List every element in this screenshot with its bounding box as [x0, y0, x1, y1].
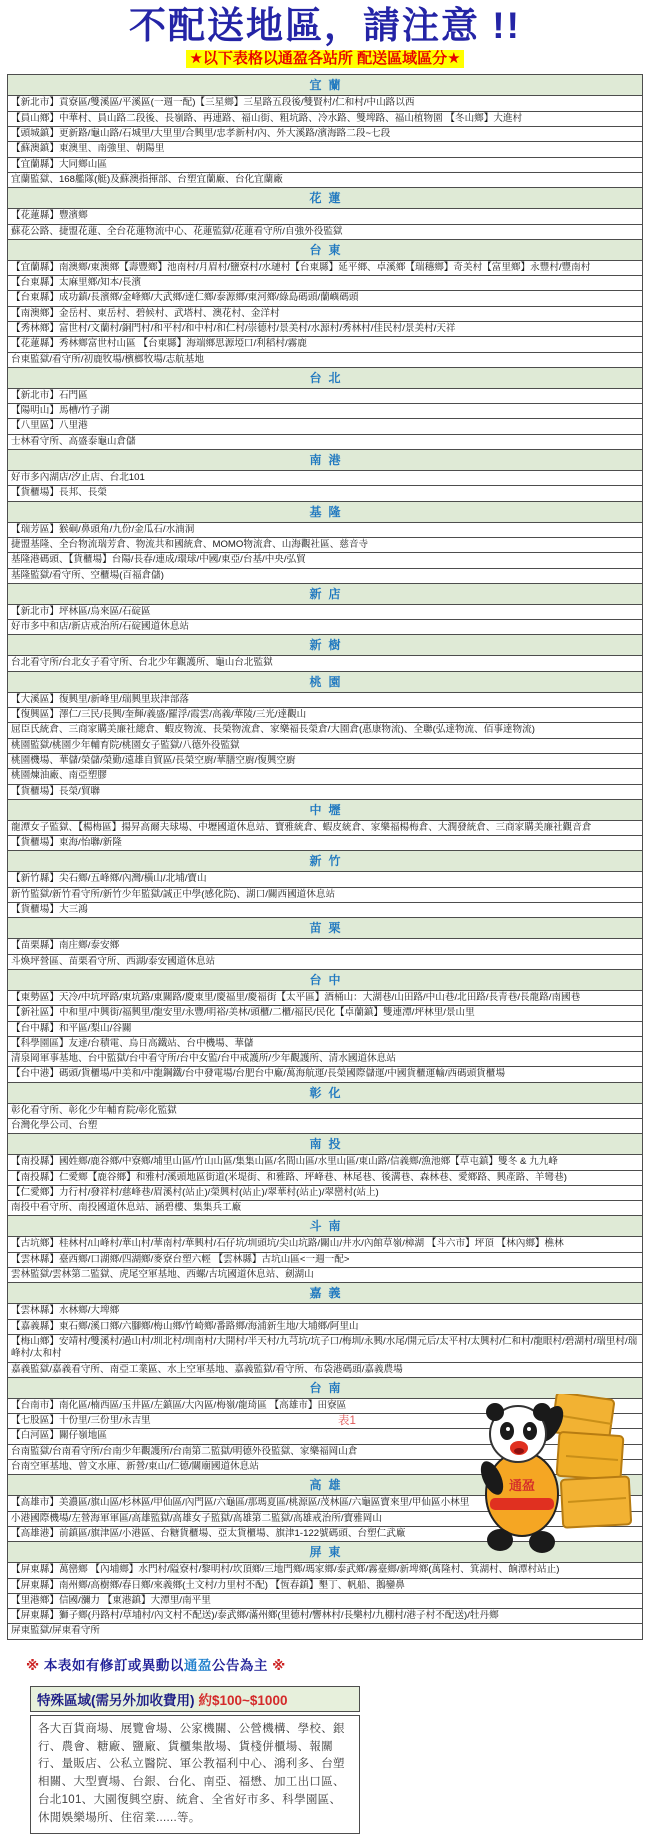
region-row: 【白河區】關仔嶺地區: [8, 1429, 642, 1444]
box-stack-icon: [551, 1394, 631, 1528]
panda-body-icon: [476, 1402, 568, 1553]
region-row: 【花蓮縣】秀林鄉富世村山區 【台東縣】海端鄉思源埡口/利稻村/霧鹿: [8, 337, 642, 352]
region-row: 【貨櫃場】長邦、長榮: [8, 486, 642, 501]
section-header: 苗栗: [8, 918, 642, 939]
region-row: 新竹監獄/新竹看守所/新竹少年監獄/誠正中學(感化院)、湖口/關西國道休息站: [8, 888, 642, 903]
region-row: 好市多內湖店/汐止店、台北101: [8, 471, 642, 486]
section-header: 宜蘭: [8, 75, 642, 96]
section-header: 屏東: [8, 1542, 642, 1563]
region-row: 【科學園區】友達/台積電、烏日高鐵站、台中機場、華儲: [8, 1037, 642, 1052]
region-row: 桃園監獄/桃園少年輔育院/桃園女子監獄/八德外役監獄: [8, 739, 642, 754]
region-row: 【東勢區】天冷/中坑坪路/東坑路/東關路/慶東里/慶福里/慶福街【太平區】酒桶山：大湖巷/山田路/中山巷/北田路/長青巷/長龍路/南國巷: [8, 991, 642, 1006]
region-row: 【台中港】碼頭/貨櫃場/中美和/中龍鋼鐵/台中發電場/台肥台中廠/萬海航運/長榮國際儲運/中國貨櫃運輸/西碼頭貨櫃場: [8, 1067, 642, 1082]
panda-mascot-icon: [466, 1394, 644, 1554]
region-row: 台灣化學公司、台塑: [8, 1119, 642, 1134]
section-header: 新樹: [8, 635, 642, 656]
region-row: 【新北市】貢寮區/雙溪區/平溪區(一週一配)【三星鄉】三星路五段後/雙賢村/仁和村/中山路以西: [8, 96, 642, 111]
section-header: 新竹: [8, 851, 642, 872]
region-row: 【新北市】坪林區/烏來區/石碇區: [8, 605, 642, 620]
region-row: 小港國際機場/左營海軍軍區/高雄監獄/高雄女子監獄/高雄第二監獄/高雄戒治所/寶雅岡山: [8, 1512, 642, 1527]
region-row: 【南投縣】仁愛鄉【鹿谷鄉】和雅村/溪頭地區街道(米堤街、和雅路、坪峰巷、林尾巷、後溝巷、森林巷、愛鄉路、興產路、羊彎巷): [8, 1171, 642, 1186]
section-header: 斗南: [8, 1216, 642, 1237]
region-row: 【頭城鎮】更新路/龜山路/石城里/大里里/合興里/忠孝新村/內、外大溪路/濱海路二段~七段: [8, 127, 642, 142]
region-row: 【南澳鄉】金岳村、東岳村、碧候村、武塔村、澳花村、金洋村: [8, 307, 642, 322]
region-row: 【屏東縣】萬巒鄉 【內埔鄉】水門村/隘寮村/黎明村/坎頂鄉/三地門鄉/瑪家鄉/泰武鄉/霧臺鄉/新埤鄉(萬隆村、箕湖村、餉潭村站止): [8, 1563, 642, 1578]
region-row: 【台中縣】和平區/梨山/谷關: [8, 1022, 642, 1037]
special-area-body: 各大百貨商場、展覽會場、公家機關、公營機構、學校、銀行、農會、糖廠、鹽廠、貨櫃集散場、貨棧併櫃場、報關行、量販店、公私立醫院、軍公教福利中心、鴻利多、台塑相關、大型賣場、台銀、台化、南亞、福懋、加工出口區、台北101、大園復興空廚、統倉、全省好市多、科學園區、休閒娛樂場所、住宿業......等。: [30, 1715, 360, 1834]
note-suffix: 公告為主: [211, 1657, 273, 1673]
region-row: 【里港鄉】信國/瀰力 【東港鎮】大潭里/南平里: [8, 1594, 642, 1609]
region-row: 【貨櫃場】東海/怡聯/新隆: [8, 836, 642, 851]
region-row: 【八里區】八里港: [8, 419, 642, 434]
region-row: 台南監獄/台南看守所/台南少年觀護所/台南第二監獄/明德外役監獄、家樂福岡山倉: [8, 1445, 642, 1460]
special-area-title: 特殊區域(需另外加收費用): [37, 1692, 195, 1708]
region-row: 【雲林縣】水林鄉/大埤鄉: [8, 1304, 642, 1319]
region-row: 台東監獄/看守所/初鹿牧場/檳榔牧場/志航基地: [8, 353, 642, 368]
region-row: 雲林監獄/雲林第二監獄、虎尾空軍基地、西螺/古坑國道休息站、劍湖山: [8, 1268, 642, 1283]
section-header: 南港: [8, 450, 642, 471]
section-header: 台中: [8, 970, 642, 991]
special-area-title-bar: [30, 1686, 360, 1712]
region-row: 【貨櫃場】長榮/貿聯: [8, 785, 642, 800]
region-row: 台北看守所/台北女子看守所、台北少年觀護所、龜山台北監獄: [8, 656, 642, 671]
region-row: 【梅山鄉】安靖村/雙溪村/過山村/圳北村/圳南村/大開村/半天村/九芎坑/坑子口/梅圳/永興/水尾/開元后/太平村/太興村/仁和村/龍眼村/碧湖村/瑞里村/瑞峰村/太和村: [8, 1335, 642, 1363]
region-row: 【屏東縣】南州鄉/高樹鄉/春日鄉/來義鄉(土文村/力里村不配) 【恆春鎮】墾丁、帆船、鵝鑾鼻: [8, 1579, 642, 1594]
section-header: 桃園: [8, 672, 642, 693]
region-row: 屏東監獄/屏東看守所: [8, 1624, 642, 1639]
footer-note: [26, 1654, 650, 1674]
section-header: 嘉義: [8, 1283, 642, 1304]
region-row: 【瑞芳區】猴硐/鼻頭角/九份/金瓜石/水湳洞: [8, 523, 642, 538]
section-header: 南投: [8, 1134, 642, 1155]
region-row: 【宜蘭縣】南澳鄉/東澳鄉【壽豐鄉】池南村/月眉村/鹽寮村/水璉村【台東縣】延平鄉、卓溪鄉【瑞穗鄉】奇美村【富里鄉】永豐村/豐南村: [8, 261, 642, 276]
section-header: 台北: [8, 368, 642, 389]
region-row: 【嘉義縣】東石鄉/溪口鄉/六腳鄉/梅山鄉/竹崎鄉/番路鄉/海浦新生地/大埔鄉/阿里山: [8, 1320, 642, 1335]
region-row: 捷盟基隆、全台物流瑞芳倉、物流共和國統倉、MOMO物流倉、山海觀社區、慈音寺: [8, 538, 642, 553]
region-row: 桃園煉油廠、南亞塑膠: [8, 769, 642, 784]
section-header: 新店: [8, 584, 642, 605]
section-header: 台南: [8, 1378, 642, 1399]
special-area-box: [30, 1686, 360, 1834]
region-row: 斗煥坪營區、苗栗看守所、西湖/泰安國道休息站: [8, 955, 642, 970]
region-row: 台南空軍基地、曾文水庫、新營/東山/仁德/關廟國道休息站: [8, 1460, 642, 1475]
section-header: 彰化: [8, 1083, 642, 1104]
section-header: 高雄: [8, 1475, 642, 1496]
region-row: 桃園機場、華儲/榮儲/榮勤/遠雄自貿區/長榮空廚/華膳空廚/復興空廚: [8, 754, 642, 769]
region-row: 【南投縣】國姓鄉/鹿谷鄉/中寮鄉/埔里山區/竹山山區/集集山區/名間山區/水里山區/東山路/信義鄉/漁池鄉【草屯鎮】雙冬 & 九九峰: [8, 1155, 642, 1170]
region-row: 【大溪區】復興里/新峰里/瑞興里崁津部落: [8, 693, 642, 708]
region-row: 基隆監獄/看守所、空櫃場(百福倉儲): [8, 569, 642, 584]
region-row: 【員山鄉】中華村、員山路二段後、長嶺路、再連路、福山街、粗坑路、冷水路、雙埤路、福山植物園 【冬山鄉】大進村: [8, 112, 642, 127]
region-row: 好市多中和店/新店戒治所/石碇國道休息站: [8, 620, 642, 635]
region-row: 龍潭女子監獄、【楊梅區】揚昇高爾夫球場、中壢國道休息站、寶雅統倉、蝦皮統倉、家樂福楊梅倉、大潤發統倉、三商家購美廉社觀音倉: [8, 821, 642, 836]
region-row: 【高雄市】美濃區/旗山區/杉林區/甲仙區/內門區/六龜區/那瑪夏區/桃源區/茂林區/六龜區寶來里/甲仙區小林里: [8, 1496, 642, 1511]
region-row: 【新社區】中和里/中興街/福興里/龍安里/永豐/明裕/美林/頭櫃/二櫃/福民/民化【卓蘭鎮】雙連潭/坪林里/景山里: [8, 1006, 642, 1021]
region-row: 【台東縣】成功鎮/長濱鄉/金峰鄉/大武鄉/達仁鄉/泰源鄉/東河鄉/綠島碼頭/蘭嶼碼頭: [8, 291, 642, 306]
page-subtitle: ★以下表格以通盈各站所 配送區域區分★: [186, 50, 463, 69]
section-header: 台東: [8, 240, 642, 261]
region-row: 【秀林鄉】富世村/文蘭村/銅門村/和平村/和中村/和仁村/崇德村/景美村/水源村/秀林村/佳民村/景美村/天祥: [8, 322, 642, 337]
region-row: 【蘇澳鎮】東澳里、南強里、朝陽里: [8, 142, 642, 157]
region-row: 【新北市】石門區: [8, 389, 642, 404]
note-brand: 通盈: [183, 1657, 212, 1673]
page-title: 不配送地區，請注意 !!: [129, 5, 521, 46]
region-row: 【高雄港】前鎮區/旗津區/小港區、台糖貨櫃場、亞太貨櫃場、旗津1-122號碼頭、台塑仁武廠: [8, 1527, 642, 1542]
region-row: 蘇花公路、捷盟花蓮、全台花蓮物流中心、花蓮監獄/花蓮看守所/自強外役監獄: [8, 225, 642, 240]
region-row: 【屏東縣】獅子鄉(丹路村/草埔村/內文村不配送)/泰武鄉/滿州鄉(里德村/響林村/長樂村/九棚村/港子村不配送)/牡丹鄉: [8, 1609, 642, 1624]
note-star-right: ※: [272, 1657, 286, 1673]
region-row: 南投中看守所、南投國道休息站、涵碧樓、集集兵工廠: [8, 1201, 642, 1216]
note-star-left: ※: [26, 1657, 40, 1673]
region-row: 清泉岡軍事基地、台中監獄/台中看守所/台中女監/台中戒護所/少年觀護所、清水國道休息站: [8, 1052, 642, 1067]
section-header: 基隆: [8, 502, 642, 523]
region-row: 【新竹縣】尖石鄉/五峰鄉/內灣/橫山/北埔/寶山: [8, 872, 642, 887]
region-row: 嘉義監獄/嘉義看守所、南亞工業區、水上空軍基地、嘉義監獄/看守所、布袋港碼頭/嘉義農場: [8, 1363, 642, 1378]
region-row: 【貨櫃場】大三鴻: [8, 903, 642, 918]
section-header: 花蓮: [8, 188, 642, 209]
region-row: 【仁愛鄉】力行村/發祥村/慈峰巷/眉溪村(站止)/榮興村(站止)/翠華村(站止)/翠巒村(站上): [8, 1186, 642, 1201]
region-row: 士林看守所、高盛泰龜山倉儲: [8, 435, 642, 450]
note-prefix: 本表如有修訂或異動以: [39, 1657, 184, 1673]
region-row: 【古坑鄉】桂林村/山峰村/華山村/華南村/華興村/石仔坑/圳頭坑/尖山坑路/關山/井水/內館草嶺/樟湖 【斗六市】坪頂 【林內鄉】樵林: [8, 1237, 642, 1252]
region-row: 彰化看守所、彰化少年輔育院/彰化監獄: [8, 1104, 642, 1119]
region-row: 【七股區】十份里/三份里/永吉里: [8, 1414, 642, 1429]
table1-label: 表1: [338, 1415, 356, 1427]
region-row: 【花蓮縣】豐濱鄉: [8, 209, 642, 224]
subtitle-wrap: [0, 50, 650, 69]
region-row: 【台東縣】太麻里鄉/知本/長濱: [8, 276, 642, 291]
section-header: 中壢: [8, 800, 642, 821]
region-row: 【宜蘭縣】大同鄉山區: [8, 158, 642, 173]
region-row: 【陽明山】馬槽/竹子湖: [8, 404, 642, 419]
special-area-price: 約$100~$1000: [198, 1692, 288, 1708]
region-row: 宜蘭監獄、168艦隊(艇)及蘇澳指揮部、台塑宜蘭廠、台化宜蘭廠: [8, 173, 642, 188]
mascot-brand-label: 通盈: [508, 1478, 536, 1493]
region-row: 【台南市】南化區/楠西區/玉井區/左鎮區/大內區/梅嶺/龍琦區 【高雄市】田寮區: [8, 1399, 642, 1414]
region-row: 屈臣氏統倉、三商家購美廉社總倉、蝦皮物流、長榮物流倉、家樂福長榮倉/大園倉(惠康物流)、全聯(弘達物流、佰事達物流): [8, 723, 642, 738]
region-row: 【苗栗縣】南庄鄉/泰安鄉: [8, 939, 642, 954]
region-row: 基隆港碼頭、【貨櫃場】台陽/長春/連成/環球/中國/東亞/台基/中央/弘貿: [8, 553, 642, 568]
region-row: 【雲林縣】臺西鄉/口湖鄉/四湖鄉/麥寮台塑六輕 【雲林縣】古坑山區<一週一配>: [8, 1253, 642, 1268]
region-row: 【復興區】澤仁/三民/長興/奎輝/義盛/羅浮/霞雲/高義/華陵/三光/達觀山: [8, 708, 642, 723]
